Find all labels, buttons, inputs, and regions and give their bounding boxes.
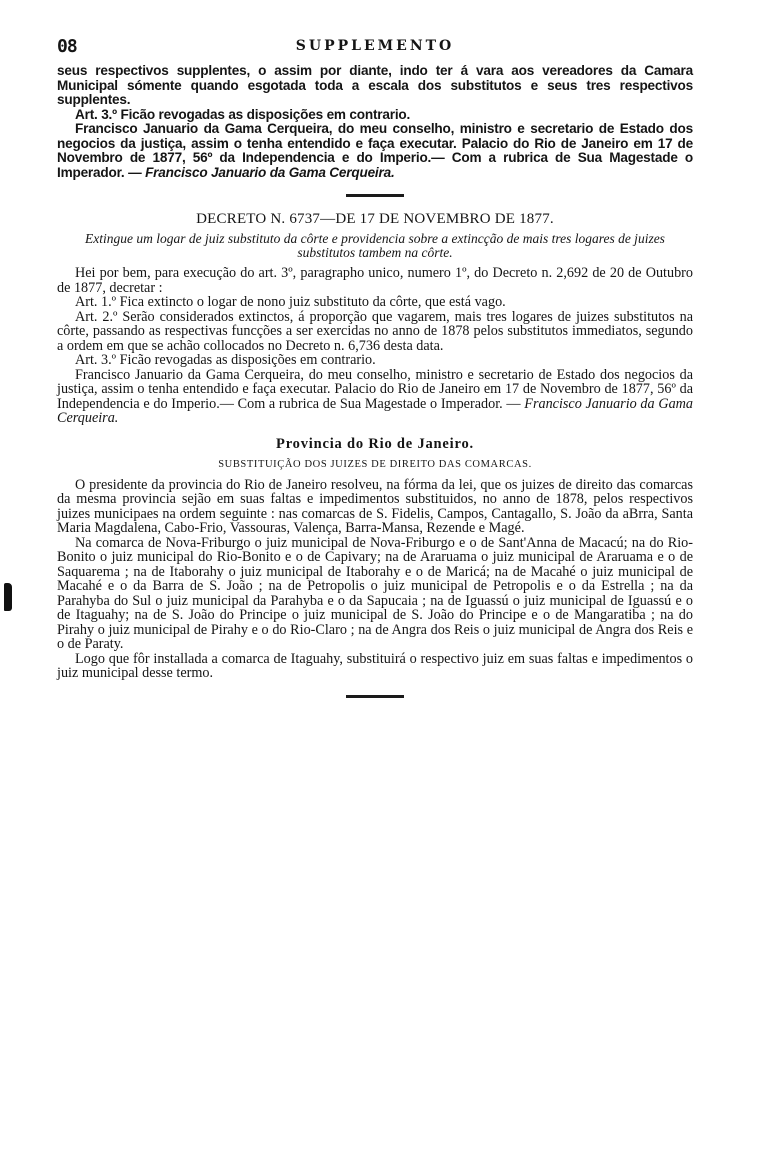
- signature: Francisco Januario da Gama Cerqueira.: [145, 164, 395, 180]
- province-paragraph-2: Na comarca de Nova-Friburgo o juiz municipal de Nova-Friburgo e o de Sant'Anna de Macacú; na do Rio-Bonito o juiz municipal do Rio-Bonito e o de Capivary; na de Araruama o juiz municipal de Araruama e o de Saquarema ; na de Itaborahy o juiz municipal de Itaborahy e o de Maricá; na de Macahé o juiz municipal de Macahé e o da Barra de S. João ; na de Petropolis o juiz municipal de Petropolis e o da Estrella ; na da Parahyba do Sul o juiz municipal da Parahyba e o da Sapucaia ; na de Iguassú o juiz municipal de Iguassú e o de Itaguahy; na de S. João do Principe o juiz municipal de S. João do Principe e o de Mangaratiba ; na do Pirahy o juiz municipal de Pirahy e o do Rio-Claro ; na de Angra dos Reis o juiz municipal de Angra dos Reis e o de Paraty.: [57, 534, 693, 652]
- divider: [346, 695, 404, 698]
- decree-closing: [57, 368, 693, 426]
- closing-text: Francisco Januario da Gama Cerqueira, do meu conselho, ministro e secretario de Estado dos negocios da justiça, assim o tenha entendido e faça executar. Palacio do Rio de Janeiro em 17 de Novembro de 1877, 56º da Independencia e do Imperio.— Com a rubrica de Sua Magestade o Imperador. —: [57, 366, 693, 412]
- decree-art3: Art. 3.º Ficão revogadas as disposições em contrario.: [75, 352, 376, 368]
- running-head: SUPPLEMENTO: [295, 38, 455, 54]
- decree-title: DECRETO N. 6737—DE 17 DE NOVEMBRO DE 1877.: [196, 211, 554, 227]
- signature: Francisco Januario da Gama Cerqueira.: [57, 395, 694, 426]
- margin-ink-mark: [4, 583, 12, 611]
- section-title: Provincia do Rio de Janeiro.: [276, 435, 474, 452]
- previous-decree-ending: [57, 64, 693, 180]
- previous-decree-art3: Art. 3.º Ficão revogadas as disposições em contrario.: [75, 106, 411, 122]
- decree-summary: Extingue um logar de juiz substituto da côrte e providencia sobre a extincção de mais tres logares de juizes substitutos tambem na côrte.: [85, 231, 665, 260]
- previous-decree-closing: [57, 122, 693, 180]
- page-header: [57, 36, 693, 58]
- page: [57, 36, 693, 712]
- decree-intro: Hei por bem, para execução do art. 3º, paragrapho unico, numero 1º, do Decreto n. 2,692 de 20 de Outubro de 1877, decretar :: [57, 265, 693, 296]
- page-number: 08: [57, 36, 77, 57]
- province-paragraph-3: Logo que fôr installada a comarca de Itaguahy, substituirá o respectivo juiz em suas faltas e impedimentos o juiz municipal desse termo.: [57, 650, 693, 681]
- previous-decree-text: seus respectivos supplentes, o assim por diante, indo ter á vara aos vereadores da Camara Municipal sómente quando esgotada toda a escala dos substitutos e seus tres respectivos supplentes.: [57, 63, 693, 107]
- decree-art2: Art. 2.º Serão considerados extinctos, á proporção que vagarem, mais tres logares de juizes substitutos na côrte, passando as respectivas funcções a ser exercidas no anno de 1878 pelos substitutos immediatos, segundo a ordem em que se achão collocados no Decreto n. 6,736 desta data.: [57, 308, 693, 354]
- divider: [346, 194, 404, 197]
- section-subtitle: SUBSTITUIÇÃO DOS JUIZES DE DIREITO DAS COMARCAS.: [218, 458, 532, 470]
- province-paragraph-1: O presidente da provincia do Rio de Janeiro resolveu, na fórma da lei, que os juizes de direito das comarcas da mesma provincia sejão em suas faltas e impedimentos substituidos, no anno de 1878, pelos respectivos juizes municipaes na ordem seguinte : nas comarcas de S. Fidelis, Campos, Cantagallo, S. João da aBrra, Santa Maria Magdalena, Cabo-Frio, Vassouras, Valença, Barra-Mansa, Rezende e Magé.: [57, 476, 693, 536]
- decree-art1: Art. 1.º Fica extincto o logar de nono juiz substituto da côrte, que está vago.: [75, 294, 506, 310]
- closing-text: Francisco Januario da Gama Cerqueira, do meu conselho, ministro e secretario de Estado dos negocios da justiça, assim o tenha entendido e faça executar. Palacio do Rio de Janeiro em 17 de Novembro de 1877, 56º da Independencia e do Imperio.— Com a rubrica de Sua Magestade o Imperador. —: [57, 121, 693, 180]
